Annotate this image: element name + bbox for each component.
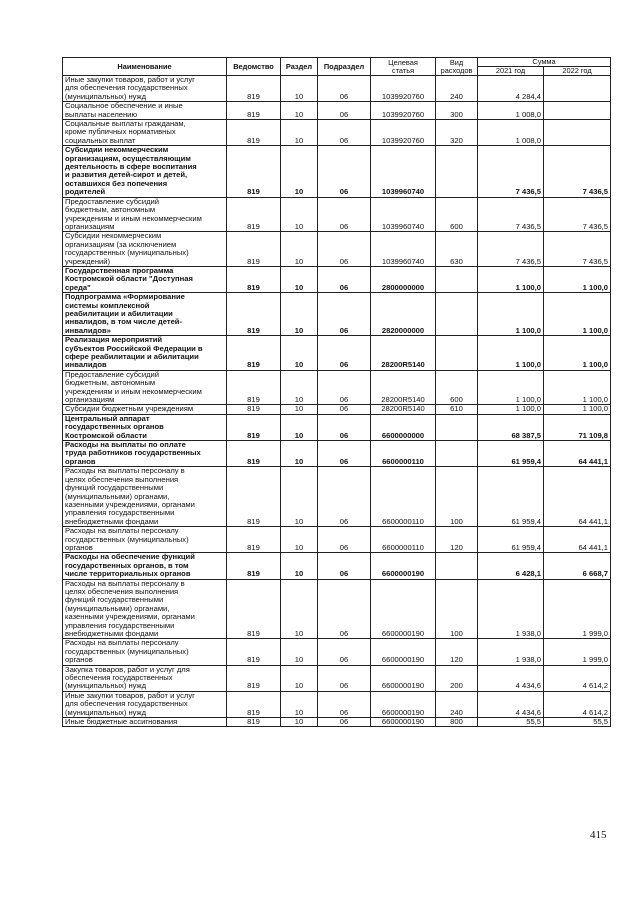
cell-expense-type: 120 [436,527,478,553]
table-row [63,266,611,292]
page-number: 415 [590,829,607,841]
cell-sum-2022: 71 109,8 [544,414,611,440]
cell-sum-2021: 1 008,0 [478,102,544,120]
cell-sum-2022: 7 436,5 [544,146,611,197]
cell-sum-2021: 55,5 [478,718,544,727]
cell-expense-type: 610 [436,405,478,414]
table-row [63,120,611,146]
table-row [63,691,611,717]
cell-expense-type [436,414,478,440]
header-name: Наименование [63,58,227,76]
cell-section: 10 [281,120,318,146]
cell-sum-2021: 6 428,1 [478,553,544,579]
cell-name: Иные закупки товаров, работ и услуг для обеспечения государственных (муниципальных) нужд [63,691,227,717]
cell-subsection: 06 [318,639,371,665]
cell-sum-2021: 61 959,4 [478,441,544,467]
cell-sum-2022: 1 100,0 [544,370,611,405]
cell-section: 10 [281,232,318,267]
cell-sum-2022: 7 436,5 [544,197,611,232]
cell-sum-2021: 61 959,4 [478,467,544,527]
cell-name: Центральный аппарат государственных органов Костромской области [63,414,227,440]
table-row [63,718,611,727]
cell-subsection: 06 [318,441,371,467]
cell-expense-type: 200 [436,665,478,691]
cell-target-article: 2820000000 [371,293,436,336]
cell-section: 10 [281,527,318,553]
cell-department: 819 [227,414,281,440]
header-target-article: Целевая статья [371,58,436,76]
cell-expense-type: 300 [436,102,478,120]
cell-target-article: 6600000110 [371,441,436,467]
cell-expense-type: 630 [436,232,478,267]
cell-section: 10 [281,197,318,232]
cell-subsection: 06 [318,293,371,336]
cell-target-article: 6600000190 [371,665,436,691]
header-year-2021: 2021 год [478,67,544,76]
table-row [63,414,611,440]
cell-department: 819 [227,266,281,292]
cell-target-article: 1039960740 [371,197,436,232]
cell-subsection: 06 [318,527,371,553]
cell-sum-2021: 1 938,0 [478,579,544,639]
cell-name: Закупка товаров, работ и услуг для обеспечения государственных (муниципальных) нужд [63,665,227,691]
cell-sum-2022: 64 441,1 [544,527,611,553]
cell-department: 819 [227,639,281,665]
cell-sum-2021: 1 100,0 [478,266,544,292]
cell-department: 819 [227,467,281,527]
cell-section: 10 [281,370,318,405]
cell-sum-2021: 1 100,0 [478,370,544,405]
cell-subsection: 06 [318,467,371,527]
cell-sum-2022: 1 100,0 [544,405,611,414]
cell-department: 819 [227,102,281,120]
cell-department: 819 [227,293,281,336]
cell-expense-type [436,441,478,467]
cell-department: 819 [227,527,281,553]
cell-expense-type: 240 [436,691,478,717]
header-sum: Сумма [478,58,611,67]
cell-sum-2022: 1 100,0 [544,293,611,336]
cell-section: 10 [281,405,318,414]
cell-expense-type [436,336,478,371]
cell-subsection: 06 [318,370,371,405]
cell-subsection: 06 [318,336,371,371]
cell-name: Иные бюджетные ассигнования [63,718,227,727]
cell-section: 10 [281,102,318,120]
cell-sum-2021: 61 959,4 [478,527,544,553]
cell-name: Субсидии некоммерческим организациям, осуществляющим деятельность в сфере воспитания и развития детей-сирот и детей, оставшихся без попечения родителей [63,146,227,197]
cell-name: Подпрограмма «Формирование системы комплексной реабилитации и абилитации инвалидов, в том числе детей- инвалидов» [63,293,227,336]
cell-section: 10 [281,639,318,665]
cell-name: Реализация мероприятий субъектов Российской Федерации в сфере реабилитации и абилитации инвалидов [63,336,227,371]
cell-sum-2022: 64 441,1 [544,441,611,467]
table-row [63,293,611,336]
cell-subsection: 06 [318,718,371,727]
cell-subsection: 06 [318,579,371,639]
cell-department: 819 [227,579,281,639]
table-row [63,232,611,267]
cell-sum-2022: 1 100,0 [544,336,611,371]
cell-sum-2022: 1 100,0 [544,266,611,292]
cell-target-article: 1039960740 [371,146,436,197]
cell-target-article: 28200R5140 [371,370,436,405]
cell-section: 10 [281,718,318,727]
cell-name: Социальное обеспечение и иные выплаты населению [63,102,227,120]
cell-section: 10 [281,293,318,336]
cell-section: 10 [281,553,318,579]
budget-table [62,57,611,727]
cell-target-article: 6600000190 [371,691,436,717]
cell-section: 10 [281,691,318,717]
cell-subsection: 06 [318,197,371,232]
cell-sum-2021: 1 100,0 [478,405,544,414]
table-row [63,527,611,553]
cell-name: Субсидии бюджетным учреждениям [63,405,227,414]
cell-department: 819 [227,553,281,579]
cell-sum-2022: 64 441,1 [544,467,611,527]
cell-name: Расходы на выплаты персоналу государственных (муниципальных) органов [63,527,227,553]
cell-expense-type [436,266,478,292]
table-row [63,553,611,579]
table-body [63,76,611,727]
cell-section: 10 [281,665,318,691]
cell-department: 819 [227,120,281,146]
cell-target-article: 6600000110 [371,467,436,527]
cell-target-article: 6600000190 [371,579,436,639]
cell-sum-2022: 7 436,5 [544,232,611,267]
cell-department: 819 [227,665,281,691]
cell-section: 10 [281,146,318,197]
header-year-2022: 2022 год [544,67,611,76]
cell-department: 819 [227,405,281,414]
table-row [63,146,611,197]
table-row [63,579,611,639]
header-subsection: Подраздел [318,58,371,76]
header-section: Раздел [281,58,318,76]
cell-subsection: 06 [318,232,371,267]
cell-target-article: 6600000110 [371,527,436,553]
cell-subsection: 06 [318,691,371,717]
cell-section: 10 [281,579,318,639]
cell-subsection: 06 [318,266,371,292]
cell-section: 10 [281,441,318,467]
cell-expense-type: 320 [436,120,478,146]
cell-sum-2021: 1 100,0 [478,336,544,371]
cell-target-article: 1039920760 [371,120,436,146]
cell-name: Государственная программа Костромской области "Доступная среда" [63,266,227,292]
cell-sum-2021: 1 100,0 [478,293,544,336]
cell-target-article: 1039920760 [371,76,436,102]
cell-sum-2022: 55,5 [544,718,611,727]
header-department: Ведомство [227,58,281,76]
cell-sum-2022: 4 614,2 [544,665,611,691]
cell-target-article: 6600000000 [371,414,436,440]
cell-expense-type: 600 [436,370,478,405]
cell-department: 819 [227,197,281,232]
cell-department: 819 [227,370,281,405]
cell-sum-2021: 68 387,5 [478,414,544,440]
cell-expense-type [436,293,478,336]
cell-expense-type: 600 [436,197,478,232]
cell-sum-2021: 1 938,0 [478,639,544,665]
cell-department: 819 [227,336,281,371]
cell-department: 819 [227,691,281,717]
cell-name: Иные закупки товаров, работ и услуг для обеспечения государственных (муниципальных) нужд [63,76,227,102]
cell-name: Расходы на выплаты персоналу в целях обеспечения выполнения функций государственными (муниципальными) органами, казенными учреждениями, органами управления государственными внебюджетными фондами [63,467,227,527]
cell-name: Расходы на выплаты персоналу государственных (муниципальных) органов [63,639,227,665]
cell-target-article: 28200R5140 [371,336,436,371]
cell-expense-type: 100 [436,467,478,527]
cell-section: 10 [281,467,318,527]
cell-sum-2022 [544,76,611,102]
table-row [63,102,611,120]
cell-section: 10 [281,76,318,102]
cell-name: Расходы на выплаты по оплате труда работников государственных органов [63,441,227,467]
cell-target-article: 2800000000 [371,266,436,292]
cell-name: Предоставление субсидий бюджетным, автономным учреждениям и иным некоммерческим организациям [63,370,227,405]
cell-sum-2021: 4 284,4 [478,76,544,102]
cell-subsection: 06 [318,665,371,691]
cell-sum-2021: 7 436,5 [478,146,544,197]
cell-sum-2022: 1 999,0 [544,579,611,639]
table-row [63,441,611,467]
table-row [63,405,611,414]
cell-department: 819 [227,146,281,197]
cell-sum-2022: 6 668,7 [544,553,611,579]
cell-target-article: 1039920760 [371,102,436,120]
cell-target-article: 6600000190 [371,553,436,579]
cell-subsection: 06 [318,76,371,102]
cell-name: Расходы на обеспечение функций государственных органов, в том числе территориальных органов [63,553,227,579]
cell-subsection: 06 [318,414,371,440]
cell-sum-2021: 4 434,6 [478,665,544,691]
cell-sum-2021: 7 436,5 [478,197,544,232]
cell-subsection: 06 [318,553,371,579]
cell-name: Расходы на выплаты персоналу в целях обеспечения выполнения функций государственными (муниципальными) органами, казенными учреждениями, органами управления государственными внебюджетными фондами [63,579,227,639]
table-row [63,336,611,371]
cell-sum-2022 [544,102,611,120]
cell-name: Социальные выплаты гражданам, кроме публичных нормативных социальных выплат [63,120,227,146]
cell-department: 819 [227,232,281,267]
cell-target-article: 6600000190 [371,718,436,727]
cell-sum-2022 [544,120,611,146]
cell-section: 10 [281,414,318,440]
cell-sum-2022: 1 999,0 [544,639,611,665]
table-row [63,370,611,405]
cell-sum-2022: 4 614,2 [544,691,611,717]
header-expense-type: Вид расходов [436,58,478,76]
cell-subsection: 06 [318,146,371,197]
cell-subsection: 06 [318,405,371,414]
table-row [63,467,611,527]
cell-expense-type [436,146,478,197]
cell-department: 819 [227,718,281,727]
table-row [63,639,611,665]
cell-target-article: 6600000190 [371,639,436,665]
cell-target-article: 28200R5140 [371,405,436,414]
cell-expense-type: 100 [436,579,478,639]
cell-name: Предоставление субсидий бюджетным, автономным учреждениям и иным некоммерческим организациям [63,197,227,232]
cell-department: 819 [227,441,281,467]
cell-sum-2021: 4 434,6 [478,691,544,717]
cell-expense-type [436,553,478,579]
table-row [63,76,611,102]
table-row [63,665,611,691]
header-row [63,58,611,67]
cell-expense-type: 120 [436,639,478,665]
cell-subsection: 06 [318,120,371,146]
cell-sum-2021: 1 008,0 [478,120,544,146]
cell-name: Субсидии некоммерческим организациям (за исключением государственных (муниципальных) учреждений) [63,232,227,267]
cell-expense-type: 240 [436,76,478,102]
cell-target-article: 1039960740 [371,232,436,267]
cell-department: 819 [227,76,281,102]
cell-expense-type: 800 [436,718,478,727]
cell-section: 10 [281,266,318,292]
cell-subsection: 06 [318,102,371,120]
cell-sum-2021: 7 436,5 [478,232,544,267]
table-row [63,197,611,232]
cell-section: 10 [281,336,318,371]
